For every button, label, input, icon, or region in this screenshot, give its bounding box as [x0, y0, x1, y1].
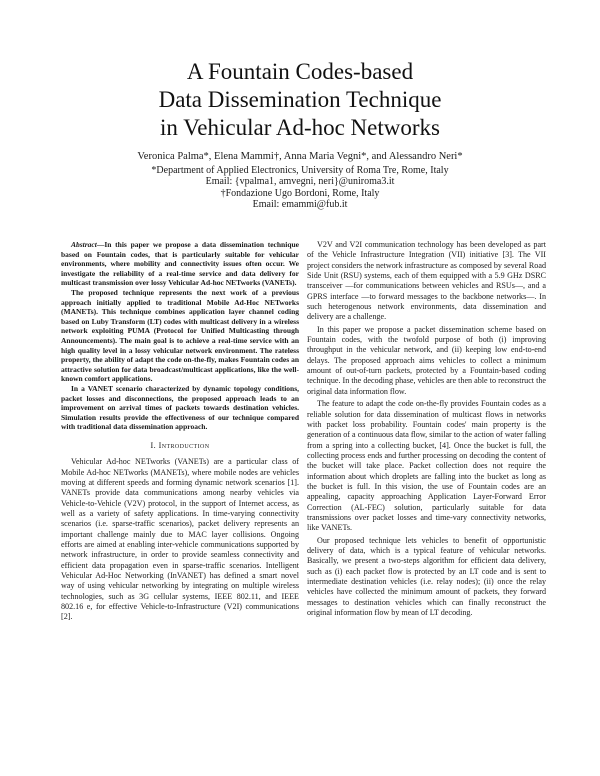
paper-title	[60, 58, 540, 142]
abstract-paragraph-2: The proposed technique represents the next work of a previous approach initially applied to traditional Mobile Ad-Hoc NETworks (MANETs). This technique combines application layer channel coding based on Luby Transform (LT) codes with multicast delivery in a wireless network exploiting PUMA (Protocol for Unified Multicasting through Announcements). The main goal is to achieve a real-time service with an high quality level in a lossy vehicular network environment. The rateless property, the ability of adapt the code on-the-fly, makes Fountain codes an attractive solution for data broadcast/multicast applications, like the well-known comfort applications.	[61, 287, 299, 384]
intro-paragraph-1: Vehicular Ad-hoc NETworks (VANETs) are a particular class of Mobile Ad-hoc NETworks (MANETs), where mobile nodes are vehicles moving at different speeds and forming dynamic network scenarios [1]. VANETs provide data communications among nearby vehicles via Vehicle-to-Vehicle (V2V) protocol, in the support of Internet access, as well as a variety of safety applications. In time-varying connectivity scenarios (i.e. sparse-traffic scenarios), packet delivery represents an important challenge mainly due to MAC layer collisions. Ongoing efforts are aimed at enabling inter-vehicle communications supported by network infrastructure, in order to provide seamless connectivity and efficient data propagation even in sparse-traffic scenarios. Intelligent Vehicular Ad-Hoc Networking (InVANET) has defined a smart novel way of using vehicular networking by integrating on multiple wireless technologies, such as 3G cellular systems, IEEE 802.11, and IEEE 802.16 e, for effective Vehicle-to-Infrastructure (V2I) communications [2].	[61, 457, 299, 622]
body-paragraph-3: The feature to adapt the code on-the-fly provides Fountain codes as a reliable solution for data dissemination of multicast flows in networks with packet loss probability. Fountain codes' main property is the generation of a continuous data flow, similar to the action of water falling from a spring into a collecting bucket, [4]. Once the bucket is full, the collecting process ends and further processing on decoding the content of the bucket will take place. Packet collection does not require the information about which droplets are falling into the bucket as long as the bucket is full. In this vision, the use of Fountain codes are an appealing, capacity approaching Application Layer-Forward Error Correction (AL-FEC) solution, particularly suitable for data transmissions over packet losses and time-vary connectivity networks, like VANETs.	[307, 399, 546, 533]
abstract	[61, 240, 299, 432]
author-names: Veronica Palma*, Elena Mammi†, Anna Maria Vegni*, and Alessandro Neri*	[137, 151, 463, 162]
affiliation-1: *Department of Applied Electronics, University of Roma Tre, Rome, Italy	[151, 164, 449, 176]
section-numeral: I.	[150, 440, 157, 450]
body-paragraph-2: In this paper we propose a packet dissemination scheme based on Fountain codes, with the twofold purpose of both (i) improving throughput in the vehicular network, and (ii) keeping low end-to-end delays. The proposed approach aims vehicles to collect a minimum amount of out-of-turn packets, protected by a Fountain-based coding technique. In the decoding phase, vehicles are then able to reconstruct the original data information flow.	[307, 324, 546, 396]
section-heading-introduction	[61, 441, 299, 451]
abstract-text-1: —In this paper we propose a data dissemination technique based on Fountain codes, that is particularly suitable for vehicular environments, where mobility and connectivity issues often occur. We investigate the reliability of a real-time service and data delivery for multicast transmission over lossy Vehicular Ad-hoc NETworks (VANETs).	[61, 240, 299, 288]
abstract-paragraph-1	[61, 240, 299, 288]
section-title: Introduction	[158, 440, 210, 450]
title-line-3: in Vehicular Ad-hoc Networks	[160, 115, 440, 140]
email-1: Email: {vpalma1, amvegni, neri}@uniroma3.it	[205, 176, 395, 187]
left-column	[61, 240, 299, 623]
abstract-label: Abstract	[71, 240, 97, 249]
title-line-1: A Fountain Codes-based	[186, 59, 414, 84]
right-column	[307, 240, 546, 618]
abstract-paragraph-3: In a VANET scenario characterized by dynamic topology conditions, packet losses and disconnections, the proposed approach leads to an improvement on arrival times of packets towards destination vehicles. Simulation results provide the effectiveness of our technique compared with traditional data dissemination approach.	[61, 383, 299, 432]
body-paragraph-1: V2V and V2I communication technology has been developed as part of the Vehicle Infrastructure Integration (VII) initiative [3]. The VII project considers the network infrastructure as composed by several Road Side Unit (RSU) systems, each of them equipped with a 5.9 GHz DSRC transceiver —for communications between vehicles and RSUs—, and a GPRS interface —to forward messages to the backbone networks—. In such heterogenous network environments, data dissemination and delivery are a challenge.	[307, 240, 546, 322]
affiliation-2: †Fondazione Ugo Bordoni, Rome, Italy	[220, 187, 380, 199]
title-line-2: Data Dissemination Technique	[158, 87, 442, 112]
author-block	[60, 151, 540, 211]
email-2: Email: emammi@fub.it	[252, 199, 348, 210]
body-paragraph-4: Our proposed technique lets vehicles to benefit of opportunistic delivery of data, which is a typical feature of vehicular networks. Basically, we present a two-steps algorithm for efficient data delivery, such as (i) each packet flow is protected by an LT code and is sent to intermediate destination vehicles (i.e. relay nodes); (ii) once the relay vehicles have collected the minimum amount of packets, they forward messages to destination vehicles which can finally reconstruct the original information flow by mean of LT decoding.	[307, 535, 546, 618]
